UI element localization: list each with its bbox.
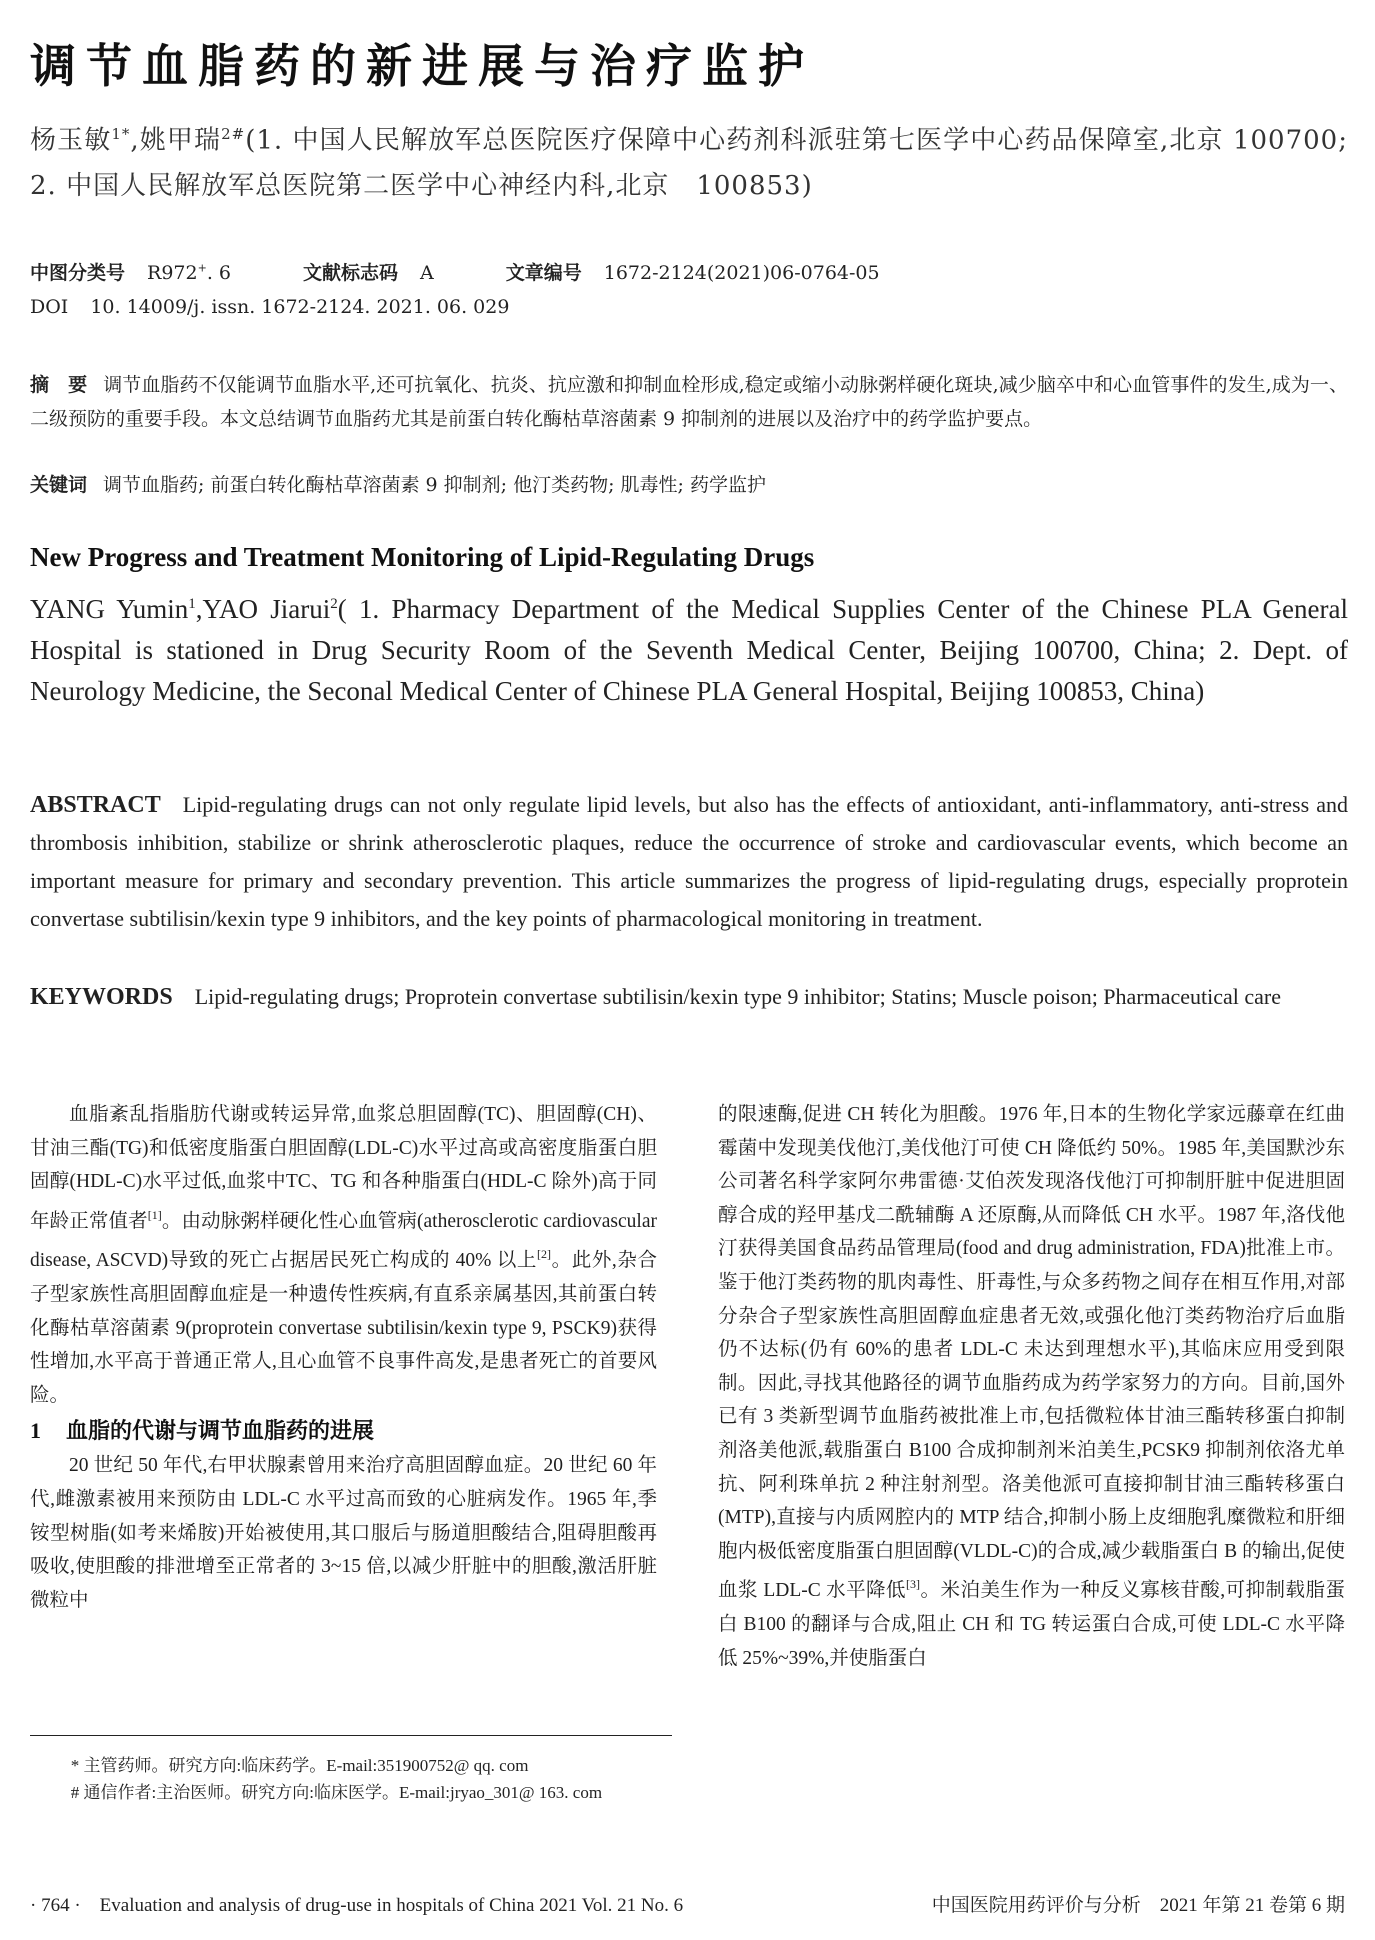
author-name-en: YANG Yumin: [30, 594, 189, 624]
affiliation-cn: (1. 中国人民解放军总医院医疗保障中心药剂科派驻第七医学中心药品保障室,北京 100700; 2. 中国人民解放军总医院第二医学中心神经内科,北京 100853): [30, 125, 1348, 201]
clc-sup: +: [197, 261, 207, 275]
paragraph-text: 。由动脉粥样硬化性心血管病(atherosclerotic cardiovascular disease, ASCVD)导致的死亡占据居民死亡构成的 40% 以上: [30, 1210, 657, 1272]
keywords-cn-text: 调节血脂药; 前蛋白转化酶枯草溶菌素 9 抑制剂; 他汀类药物; 肌毒性; 药学监护: [103, 474, 766, 496]
section-heading: [30, 1414, 657, 1449]
body-column-left: [30, 1098, 657, 1617]
article-no-label: 文章编号: [505, 262, 582, 284]
footnotes: [30, 1752, 672, 1806]
doi-line: [30, 296, 509, 318]
abstract-en-label: ABSTRACT: [30, 792, 161, 818]
continued-paragraph: [718, 1098, 1345, 1675]
page-footer-journal-cn: 中国医院用药评价与分析 2021 年第 21 卷第 6 期: [931, 1895, 1345, 1916]
classification-line: [30, 258, 880, 285]
abstract-en: [30, 786, 1348, 938]
doc-code-label: 文献标志码: [302, 262, 398, 284]
abstract-en-text: Lipid-regulating drugs can not only regulate lipid levels, but also has the effects of antioxidant, anti-inflammatory, anti-stress and thrombosis inhibition, stabilize or shrink atherosclerotic plaques, reduce the occurrence of stroke and cardiovascular events, which become an important measure for primary and secondary prevention. This article summarizes the progress of lipid-regulating drugs, especially proprotein convertase subtilisin/kexin type 9 inhibitors, and the key points of pharmacological monitoring in treatment.: [30, 792, 1348, 931]
paragraph-text: 。此外,杂合子型家族性高胆固醇血症是一种遗传性疾病,有直系亲属基因,其前蛋白转化酶枯草溶菌素 9(proprotein convertase subtilisin/kexin type 9, PSCK9)获得性增加,水平高于普通正常人,且心血管不良事件高发,是患者死亡的首要风险。: [30, 1250, 657, 1406]
authors-affiliation-en: [30, 584, 1348, 712]
footnote-divider: [30, 1735, 672, 1736]
article-title-en: New Progress and Treatment Monitoring of Lipid-Regulating Drugs: [30, 542, 815, 572]
keywords-cn-label: 关键词: [30, 474, 88, 496]
author-name-en: ,YAO Jiarui: [195, 594, 331, 624]
footnote-author1: * 主管药师。研究方向:临床药学。E-mail:351900752@ qq. com: [70, 1756, 529, 1775]
abstract-cn-text: 调节血脂药不仅能调节血脂水平,还可抗氧化、抗炎、抗应激和抑制血栓形成,稳定或缩小动脉粥样硬化斑块,减少脑卒中和心血管事件的发生,成为一、二级预防的重要手段。本文总结调节血脂药尤其是前蛋白转化酶枯草溶菌素 9 抑制剂的进展以及治疗中的药学监护要点。: [30, 374, 1348, 430]
citation-ref[interactable]: [2]: [537, 1247, 552, 1262]
section-title: 血脂的代谢与调节血脂药的进展: [66, 1419, 375, 1445]
doi-value[interactable]: 10. 14009/j. issn. 1672-2124. 2021. 06. 029: [90, 296, 510, 318]
paragraph-text: 。米泊美生作为一种反义寡核苷酸,可抑制载脂蛋白 B100 的翻译与合成,阻止 CH 和 TG 转运蛋白合成,可使 LDL-C 水平降低 25%~39%,并使脂蛋白: [718, 1580, 1345, 1669]
article-title-cn: 调节血脂药的新进展与治疗监护: [30, 39, 814, 93]
author-name: 姚甲瑞: [139, 125, 222, 156]
author-mark: 1*: [111, 125, 131, 143]
clc-label: 中图分类号: [30, 262, 126, 284]
page-footer-journal-en: · 764 · Evaluation and analysis of drug-use in hospitals of China 2021 Vol. 21 No. 6: [30, 1895, 684, 1916]
keywords-en-label: KEYWORDS: [30, 984, 173, 1010]
keywords-cn: [30, 470, 766, 497]
citation-ref[interactable]: [3]: [906, 1577, 921, 1592]
body-column-right: [718, 1098, 1345, 1675]
abstract-cn: [30, 368, 1348, 436]
author-separator: ,: [130, 125, 140, 156]
author-mark: 1: [188, 596, 196, 612]
paragraph-text: 的限速酶,促进 CH 转化为胆酸。1976 年,日本的生物化学家远藤章在红曲霉菌中发现美伐他汀,美伐他汀可使 CH 降低约 50%。1985 年,美国默沙东公司著名科学家阿尔弗雷德·艾伯茨发现洛伐他汀可抑制肝脏中促进胆固醇合成的羟甲基戊二酰辅酶 A 还原酶,从而降低 CH 水平。1987 年,洛伐他汀获得美国食品药品管理局(food and drug administration, FDA)批准上市。鉴于他汀类药物的肌肉毒性、肝毒性,与众多药物之间存在相互作用,对部分杂合子型家族性高胆固醇血症患者无效,或强化他汀类药物治疗后血脂仍不达标(仍有 60%的患者 LDL-C 未达到理想水平),其临床应用受到限制。因此,寻找其他路径的调节血脂药成为药学家努力的方向。目前,国外已有 3 类新型调节血脂药被批准上市,包括微粒体甘油三酯转移蛋白抑制剂洛美他派,载脂蛋白 B100 合成抑制剂米泊美生,PCSK9 抑制剂依洛尤单抗、阿利珠单抗 2 种注射剂型。洛美他派可直接抑制甘油三酯转移蛋白(MTP),直接与内质网腔内的 MTP 结合,抑制小肠上皮细胞乳糜微粒和肝细胞内极低密度脂蛋白胆固醇(VLDL-C)的合成,减少载脂蛋白 B 的输出,促使血浆 LDL-C 水平降低: [718, 1104, 1345, 1602]
author-mark: 2#: [221, 125, 246, 143]
section-paragraph: 20 世纪 50 年代,右甲状腺素曾用来治疗高胆固醇血症。20 世纪 60 年代,雌激素被用来预防由 LDL-C 水平过高而致的心脏病发作。1965 年,季铵型树脂(如考来烯胺)开始被使用,其口服后与肠道胆酸结合,阻碍胆酸再吸收,使胆酸的排泄增至正常者的 3~15 倍,以减少肝脏中的胆酸,激活肝脏微粒中: [30, 1455, 657, 1611]
footnote-author2: # 通信作者:主治医师。研究方向:临床医学。E-mail:jryao_301@ 163. com: [70, 1783, 603, 1802]
paragraph-text: 血脂紊乱指脂肪代谢或转运异常,血浆总胆固醇(TC)、胆固醇(CH)、甘油三酯(TG)和低密度脂蛋白胆固醇(LDL-C)水平过高或高密度脂蛋白胆固醇(HDL-C)水平过低,血浆中TC、TG 和各种脂蛋白(HDL-C 除外)高于同年龄正常值者: [30, 1104, 657, 1232]
article-no-value: 1672-2124(2021)06-0764-05: [603, 262, 880, 284]
clc-suffix: . 6: [206, 262, 231, 284]
abstract-cn-label: 摘 要: [30, 374, 88, 396]
section-number: 1: [30, 1418, 41, 1444]
affiliation-en: ( 1. Pharmacy Department of the Medical Supplies Center of the Chinese PLA General Hospital is stationed in Drug Security Room of the Seventh Medical Center, Beijing 100700, China; 2. Dept. of Neurology Medicine, the Seconal Medical Center of Chinese PLA General Hospital, Beijing 100853, China): [30, 594, 1348, 706]
author-mark: 2: [330, 596, 338, 612]
intro-paragraph: [30, 1098, 657, 1412]
author-name: 杨玉敏: [30, 125, 112, 156]
keywords-en: [30, 978, 1348, 1016]
clc-value: R972: [147, 262, 198, 284]
citation-ref[interactable]: [1]: [147, 1207, 162, 1222]
authors-affiliation-cn: [30, 112, 1348, 209]
doi-label: DOI: [30, 296, 69, 318]
keywords-en-text: Lipid-regulating drugs; Proprotein convertase subtilisin/kexin type 9 inhibitor; Statins; Muscle poison; Pharmaceutical care: [194, 984, 1282, 1009]
doc-code-value: A: [420, 262, 434, 284]
